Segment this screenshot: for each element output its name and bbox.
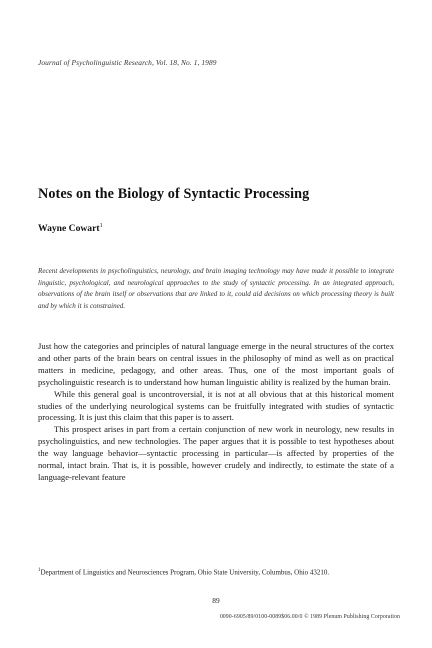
footnote [38, 566, 394, 578]
paper-title: Notes on the Biology of Syntactic Processing [38, 186, 310, 202]
author-line [38, 223, 103, 234]
paragraph: This prospect arises in part from a certain conjunction of new work in neurology, new results in psycholinguistics, and new technologies. The paper argues that it is possible to test hypotheses about the way language behavior—syntactic processing in particular—is affected by properties of the normal, intact brain. That is, it is possible, however crudely and indirectly, to estimate the state of a language-relevant feature [38, 424, 394, 482]
page-number: 89 [212, 596, 220, 605]
body-text [38, 341, 394, 484]
author-name: Wayne Cowart [38, 223, 100, 235]
footnote-mark: 1 [38, 568, 41, 573]
paragraph: Just how the categories and principles of natural language emerge in the neural structures of the cortex and other parts of the brain bears on central issues in the philosophy of mind as well as on practical matters in medicine, pedagogy, and other areas. Thus, one of the most important goals of psycholinguistic research is to understand how human linguistic ability is realized by the human brain. [38, 341, 394, 387]
abstract: Recent developments in psycholinguistics, neurology, and brain imaging technology may have made it possible to integrate linguistic, psychological, and neurological approaches to the study of syntactic processing. In an integrated approach, observations of the brain itself or observations that are linked to it, could aid decisions on which processing theory is built and by which it is constrained. [38, 267, 394, 310]
footnote-text: Department of Linguistics and Neurosciences Program, Ohio State University, Columbus, Ohio 43210. [40, 568, 330, 577]
paragraph: While this general goal is uncontroversial, it is not at all obvious that at this historical moment studies of the underlying neurological systems can be fruitfully integrated with studies of syntactic processing. It is just this claim that this paper is to assert. [38, 388, 394, 423]
author-footnote-mark: 1 [99, 223, 103, 229]
copyright-line: 0090-6905/89/0100-0089$06.00/0 © 1989 Plenum Publishing Corporation [219, 614, 400, 620]
journal-header: Journal of Psycholinguistic Research, Vol. 18, No. 1, 1989 [38, 58, 217, 67]
